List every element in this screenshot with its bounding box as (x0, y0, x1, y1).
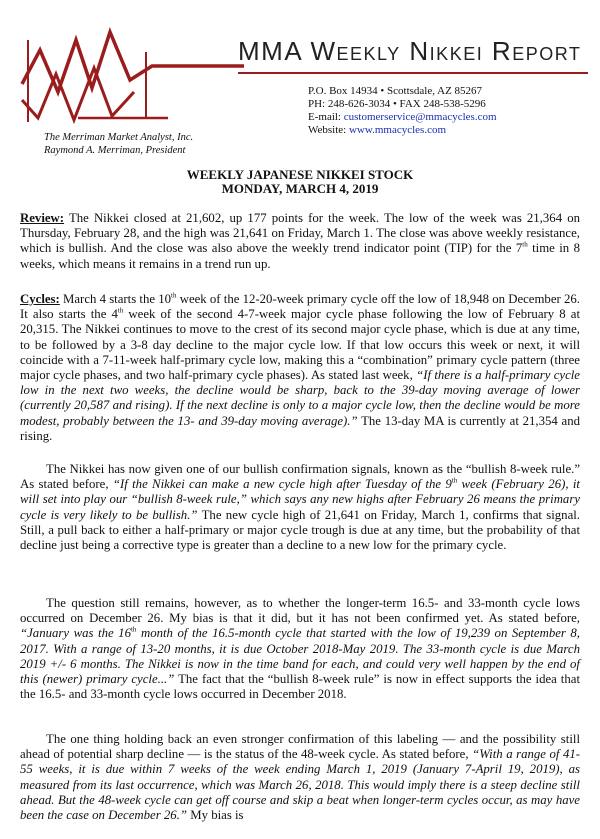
email-link[interactable]: customerservice@mmacycles.com (343, 111, 497, 123)
contact-block (308, 85, 497, 137)
question-text: The question still remains, however, as to whether the longer-term 16.5- and 33-month cycle lows occurred on December 26. My bias is that it did, but it has not been confirmed yet. As stated before, (20, 596, 580, 626)
bullish-paragraph (20, 462, 580, 553)
cycles-quote: “If there is a half-primary cycle low in the next two weeks, the decline would be sharp, back to the 39-day moving average of lower (currently 20,587 and rising). If the next decline is only to a major cycle low, then the decline would be more modest, probably between the 13- and 39-day moving average).” (20, 368, 580, 428)
website-link[interactable]: www.mmacycles.com (348, 124, 447, 136)
holding-paragraph (20, 732, 580, 823)
cycles-text: week of the second 4-7-week major cycle phase following the low of February 8 at 20,315. The Nikkei continues to move to the crest of its second major cycle phase, which is due at any time, to be followed by a 3-8 day decline to the major cycle low. If that low occurs this week or next, it will coincide with a 7-11-week half-primary cycle low, making this a “combination” primary cycle pattern (three major cycle phases, and two half-primary cycle phases). As stated last week, (20, 307, 580, 383)
cycles-paragraph (20, 292, 580, 444)
cycles-label: Cycles: (20, 292, 60, 306)
question-paragraph (20, 596, 580, 702)
company-president: Raymond A. Merriman, President (44, 145, 186, 156)
company-name: The Merriman Market Analyst, Inc. (44, 132, 194, 143)
report-brand-title: MMA Weekly Nikkei Report (238, 36, 582, 66)
question-quote: “January was the 16 (20, 626, 131, 641)
question-quote: month of the 16.5-month cycle that started with the low of 19,239 on September 8, 2017. With a range of 13-20 months, it is due October 2018-May 2019. The 33-month cycle is due March 2019 +/- 6 months. The Nikkei is now in the time band for each, and could very well happen by the end of this (newer) primary cycle...” (20, 626, 580, 687)
review-sup: th (522, 241, 528, 250)
bullish-text: The new cycle high of 21,641 on Friday, March 1, confirms that signal. Still, a pull back to either a half-primary or major cycle trough is due at any time, but the probability of that decline just being a corrective type is greater than a decline to a new low for the primary cycle. (20, 507, 581, 553)
bullish-text: The Nikkei has now given one of our bullish confirmation signals, known as the “bullish 8-week rule.” As stated before, (20, 462, 580, 492)
report-date: MONDAY, MARCH 4, 2019 (221, 181, 379, 196)
cycles-sup: th (171, 291, 177, 300)
bullish-quote: “If the Nikkei can make a new cycle high after Tuesday of the 9 (112, 477, 452, 492)
cycles-text: week of the 12-20-week primary cycle off the low of 18,948 on December 26. It also starts the 4 (20, 292, 580, 322)
holding-text: My bias is (187, 808, 244, 823)
holding-text: The one thing holding back an even stronger confirmation of this labeling — and the possibility still ahead of potential sharp decline — is the status of the 48-week cycle. As stated before, (20, 732, 580, 762)
bullish-sup: th (451, 476, 458, 485)
review-text-end: time in 8 weeks, which means it remains in a trend run up. (20, 241, 580, 271)
cycles-text: March 4 starts the 10 (59, 292, 172, 306)
mma-logo (18, 22, 248, 132)
review-text: The Nikkei closed at 21,602, up 177 points for the week. The low of the week was 21,364 on Thursday, February 28, and the high was 21,641 on Friday, March 1. The close was above weekly resistance, which is bullish. And the close was also above the weekly trend indicator point (TIP) for the 7 (20, 211, 580, 256)
email-label: E-mail: (308, 111, 344, 123)
review-label: Review: (20, 211, 65, 225)
cycles-text: The 13-day MA is currently at 21,354 and rising. (20, 413, 580, 443)
address-line: P.O. Box 14934 • Scottsdale, AZ 85267 (308, 85, 483, 97)
question-sup: th (130, 626, 137, 635)
company-block (44, 131, 193, 157)
question-text: The fact that the “bullish 8-week rule” is now in effect supports the idea that the 16.5- and 33-month cycle lows occurred in December 2018. (20, 672, 580, 702)
phone-line: PH: 248-626-3034 • FAX 248-538-5296 (308, 98, 486, 110)
cycles-sup: th (117, 306, 124, 315)
review-paragraph (20, 211, 580, 272)
bullish-quote: week (February 26), it will set into play our “bullish 8-week rule,” which says any new highs after February 26 means the primary cycle is very likely to be bullish.” (20, 477, 580, 522)
email-line (308, 111, 497, 124)
website-label: Website: (308, 124, 349, 136)
holding-quote: “With a range of 41-55 weeks, it is due within 7 weeks of the week ending March 1, 2019 (January 7-April 19, 2019), as measured from its last occurrence, which was March 26, 2018. This would imply there is a steep decline still ahead. But the 48-week cycle can get off course and skip a beat when longer-term cycles occur, as may have been the case on December 26.” (20, 747, 580, 823)
header-rule (238, 72, 588, 74)
website-line (308, 124, 497, 137)
report-title-line1: WEEKLY JAPANESE NIKKEI STOCK (186, 167, 414, 182)
report-title (0, 168, 600, 196)
